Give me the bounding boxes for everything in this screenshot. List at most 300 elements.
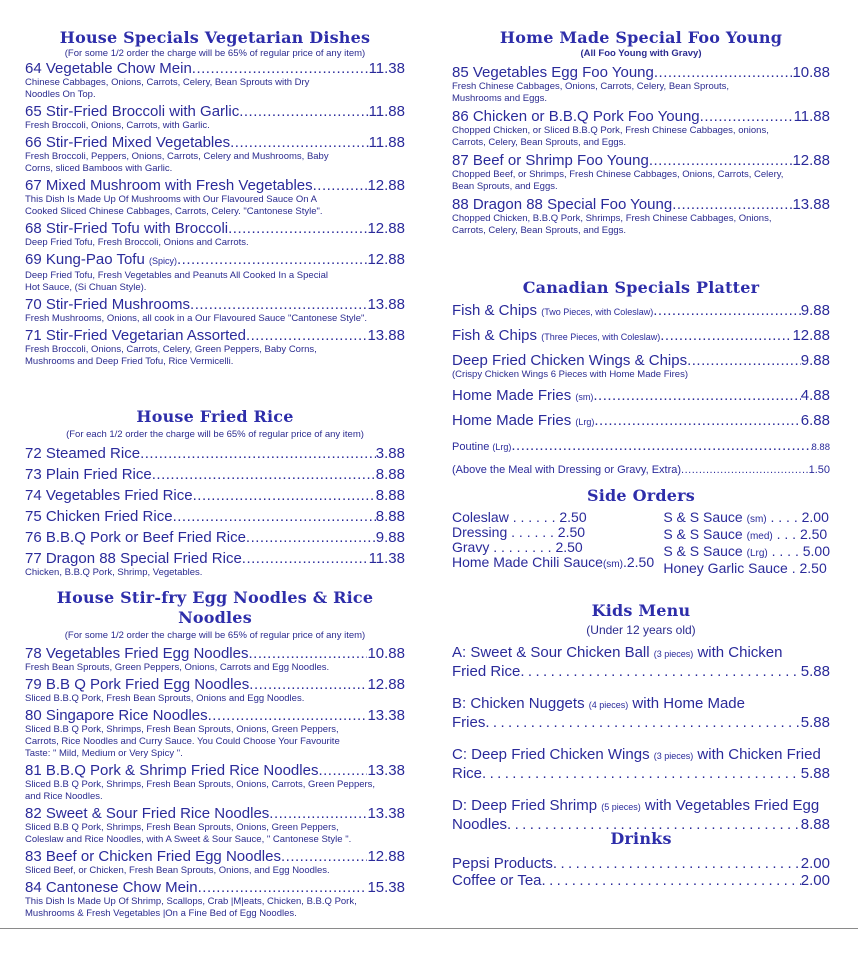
dot-leader <box>660 327 792 344</box>
item-description: Sliced Beef, or Chicken, Fresh Bean Sprouts, Onions, and Egg Noodles. <box>25 865 330 876</box>
item-description: Deep Fried Tofu, Fresh Vegetables and Peanuts All Cooked In a Special Hot Sauce, (Si Chuan Style). <box>25 270 328 293</box>
item-line <box>25 676 405 693</box>
item-name-text: Home Made Fries <box>452 412 572 429</box>
item-line <box>25 251 405 270</box>
kids-item-line1 <box>452 695 830 714</box>
dot-leader <box>649 152 793 169</box>
section-title: Kids Menu <box>591 601 691 620</box>
dot-leader <box>239 103 368 120</box>
dot-leader <box>230 134 368 151</box>
item-description: (Crispy Chicken Wings 6 Pieces with Home Made Fires) <box>452 369 688 380</box>
item-description: Sliced B.B.Q Pork, Fresh Bean Sprouts, Onions and Egg Noodles. <box>25 693 305 704</box>
item-line <box>25 508 405 525</box>
dot-leader <box>208 707 368 724</box>
dot-leader <box>242 550 369 567</box>
kids-item-name: A: Sweet & Sour Chicken Ball <box>452 644 654 661</box>
dot-leader <box>520 663 800 680</box>
item-line <box>25 466 405 483</box>
item-price: 11.38 <box>368 60 405 77</box>
item-name-text: 68 Stir-Fried Tofu with Broccoli <box>25 220 229 237</box>
item-description: Chopped Beef, or Shrimps, Fresh Chinese Cabbages, Onions, Carrots, Celery, Bean Sprouts, and Eggs. <box>452 169 784 192</box>
side-order-text: S & S Sauce <box>663 509 747 525</box>
item-name <box>452 302 653 321</box>
side-order-price: . . . . 5.00 <box>767 543 830 559</box>
menu-item <box>25 645 405 674</box>
item-name-text: 79 B.B Q Pork Fried Egg Noodles <box>25 676 250 693</box>
item-name <box>25 487 193 504</box>
dot-leader <box>653 302 801 319</box>
item-price: 12.88 <box>367 177 405 194</box>
item-name-text: 69 Kung-Pao Tofu <box>25 251 145 268</box>
side-order-size: (med) <box>746 531 773 542</box>
side-order <box>452 540 654 555</box>
item-description: Chicken, B.B.Q Pork, Shrimp, Vegetables. <box>25 567 203 578</box>
item-name-text: 84 Cantonese Chow Mein <box>25 879 198 896</box>
item-tag: (Lrg) <box>492 442 512 452</box>
dot-leader <box>228 220 367 237</box>
item-price: 8.88 <box>811 442 830 453</box>
kids-item-pieces: (5 pieces) <box>601 802 641 812</box>
item-line <box>452 64 830 81</box>
dot-leader <box>140 445 376 462</box>
item-name-text: (Above the Meal with Dressing or Gravy, Extra) <box>452 464 682 476</box>
kids-item-name: D: Deep Fried Shrimp <box>452 797 602 814</box>
menu-item <box>25 134 405 175</box>
dot-leader <box>687 352 801 369</box>
menu-item <box>452 462 830 479</box>
kids-item <box>452 797 830 833</box>
kids-item-line2 <box>452 663 830 680</box>
item-description: Fresh Broccoli, Onions, Carrots, Celery, Green Peppers, Baby Corns, Mushrooms and Deep Fried Tofu, Rice Vermicelli. <box>25 344 317 367</box>
item-tag: (Lrg) <box>575 417 595 427</box>
side-orders-section <box>452 486 830 576</box>
kids-item-price: 8.88 <box>800 816 830 833</box>
side-order-price: . . . . 2.00 <box>766 509 829 525</box>
item-description: Sliced B.B Q Pork, Shrimps, Fresh Bean Sprouts, Onions, Carrots, Green Peppers, and Rice Noodles. <box>25 779 376 802</box>
side-order <box>663 544 830 561</box>
section-title: House Fried Rice <box>136 407 294 426</box>
side-order-text: S & S Sauce <box>663 526 747 542</box>
item-description: Fresh Broccoli, Peppers, Onions, Carrots, Celery and Mushrooms, Baby Corns, sliced Bamboos with Garlic. <box>25 151 329 174</box>
fried-rice-items <box>25 445 405 579</box>
menu-item <box>452 108 830 149</box>
side-order-size: (sm) <box>602 559 623 570</box>
kids-item-pieces: (3 pieces) <box>653 751 694 761</box>
item-name <box>25 645 248 662</box>
item-description: Fresh Broccoli, Onions, Carrots, with Garlic. <box>25 120 210 131</box>
item-name-text: Fish & Chips <box>452 302 538 319</box>
item-description: Chinese Cabbages, Onions, Carrots, Celery, Bean Sprouts with Dry Noodles On Top. <box>25 77 310 100</box>
section-note: (All Foo Young with Gravy) <box>580 48 702 59</box>
item-price: 13.38 <box>367 805 405 822</box>
menu-item <box>25 508 405 525</box>
item-name <box>452 196 672 213</box>
menu-item <box>452 352 830 381</box>
dot-leader <box>482 765 801 782</box>
kids-item <box>452 644 830 680</box>
drink-item <box>452 872 830 889</box>
menu-item <box>452 412 830 431</box>
side-order-price: . . . 2.50 <box>772 526 828 542</box>
kids-item-line2 <box>452 714 830 731</box>
item-name <box>25 134 230 151</box>
kids-item-name: C: Deep Fried Chicken Wings <box>452 746 654 763</box>
item-tag: (Two Pieces, with Coleslaw) <box>541 307 654 317</box>
item-price: 12.88 <box>367 848 405 865</box>
item-line <box>25 805 405 822</box>
kids-menu-section <box>452 601 830 848</box>
kids-item-side-cont: Fried Rice <box>452 663 521 680</box>
item-name <box>452 108 700 125</box>
item-line <box>452 352 830 369</box>
item-description: Chopped Chicken, B.B.Q Pork, Shrimps, Fresh Chinese Cabbages, Onions, Carrots, Celery, Bean Sprouts, and Eggs. <box>452 213 772 236</box>
kids-item-price: 5.88 <box>800 663 830 680</box>
dot-leader <box>594 412 800 429</box>
kids-item-side: with Chicken <box>693 644 783 661</box>
item-line <box>25 550 405 567</box>
side-order-size: (Lrg) <box>746 548 768 559</box>
section-note: (For each 1/2 order the charge will be 65% of regular price of any item) <box>66 429 364 440</box>
drink-price: 2.00 <box>800 872 830 889</box>
item-price: 13.88 <box>792 196 830 213</box>
item-price: 4.88 <box>800 387 830 404</box>
section-note: (For some 1/2 order the charge will be 65% of regular price of any item) <box>64 630 366 641</box>
section-note: (For some 1/2 order the charge will be 65% of regular price of any item) <box>64 48 366 59</box>
item-name-text: 83 Beef or Chicken Fried Egg Noodles <box>25 848 281 865</box>
kids-item-line1 <box>452 746 830 765</box>
item-name-text: 66 Stir-Fried Mixed Vegetables <box>25 134 231 151</box>
item-tag: (sm) <box>575 392 594 402</box>
menu-item <box>452 196 830 237</box>
menu-item <box>25 879 405 920</box>
menu-item <box>25 177 405 218</box>
side-orders-left <box>452 510 654 576</box>
dot-leader <box>248 645 367 662</box>
item-price: 9.88 <box>800 302 830 319</box>
item-name <box>25 848 281 865</box>
item-name <box>25 251 177 270</box>
item-line <box>25 296 405 313</box>
menu-item <box>25 466 405 483</box>
item-name <box>25 762 318 779</box>
item-price: 15.38 <box>367 879 405 896</box>
dot-leader <box>542 872 801 889</box>
dot-leader <box>485 714 800 731</box>
item-name-text: 65 Stir-Fried Broccoli with Garlic <box>25 103 240 120</box>
item-line <box>452 152 830 169</box>
dot-leader <box>313 177 368 194</box>
side-order <box>663 561 830 576</box>
kids-item-side-cont: Noodles <box>452 816 508 833</box>
item-description: This Dish Is Made Up Of Mushrooms with Our Flavoured Sauce On A Cooked Sliced Chinese Cabbages, Carrots, Celery. "Cantonese Style". <box>25 194 323 217</box>
menu-item <box>452 152 830 193</box>
menu-item <box>25 550 405 579</box>
item-price: 9.88 <box>375 529 405 546</box>
section-note: (Under 12 years old) <box>586 623 696 637</box>
menu-item <box>25 251 405 294</box>
menu-item <box>452 64 830 105</box>
item-tag: (Three Pieces, with Coleslaw) <box>541 332 661 342</box>
item-name-text: 75 Chicken Fried Rice <box>25 508 173 525</box>
item-name-text: 87 Beef or Shrimp Foo Young <box>452 152 649 169</box>
item-description: Fresh Chinese Cabbages, Onions, Carrots, Celery, Bean Sprouts, Mushrooms and Eggs. <box>452 81 730 104</box>
item-name <box>25 805 269 822</box>
dot-leader <box>249 676 367 693</box>
dot-leader <box>553 855 801 872</box>
item-price: 10.88 <box>792 64 830 81</box>
item-line <box>25 762 405 779</box>
item-name-text: 71 Stir-Fried Vegetarian Assorted <box>25 327 246 344</box>
item-name-text: 82 Sweet & Sour Fried Rice Noodles <box>25 805 270 822</box>
side-order-text: Honey Garlic Sauce . 2.50 <box>663 560 827 576</box>
item-description: Sliced B.B Q Pork, Shrimps, Fresh Bean Sprouts, Onions, Green Peppers, Carrots, Rice Noodles and Curry Sauce. You Could Choose Your Favourite Taste: " Mild, Medium or Very Spicy ". <box>25 724 340 759</box>
menu-item <box>25 805 405 846</box>
side-order-text: Dressing . . . . . . 2.50 <box>452 524 586 540</box>
kids-item-pieces: (3 pieces) <box>653 649 694 659</box>
item-name <box>452 327 660 346</box>
menu-item <box>25 327 405 368</box>
item-price: 9.88 <box>800 352 830 369</box>
side-order <box>452 555 654 572</box>
side-order-size: (sm) <box>746 514 767 525</box>
dot-leader <box>177 251 367 268</box>
dot-leader <box>681 462 809 479</box>
item-line <box>452 327 830 346</box>
kids-items <box>452 644 830 833</box>
item-price: 12.88 <box>367 220 405 237</box>
kids-item-line1 <box>452 797 830 816</box>
kids-item-line2 <box>452 765 830 782</box>
item-line <box>452 462 830 479</box>
side-order-text: Coleslaw . . . . . . 2.50 <box>452 509 587 525</box>
menu-item <box>25 676 405 705</box>
menu-item <box>452 437 830 456</box>
item-line <box>25 177 405 194</box>
item-name-text: 67 Mixed Mushroom with Fresh Vegetables <box>25 177 313 194</box>
side-order-text: S & S Sauce <box>663 543 747 559</box>
item-name-text: 70 Stir-Fried Mushrooms <box>25 296 191 313</box>
kids-item-pieces: (4 pieces) <box>588 700 629 710</box>
item-line <box>452 387 830 406</box>
item-price: 12.88 <box>367 676 405 693</box>
dot-leader <box>281 848 367 865</box>
noodles-section <box>25 588 405 922</box>
item-price: 8.88 <box>375 466 405 483</box>
platter-items <box>452 302 830 479</box>
item-name <box>25 707 208 724</box>
menu-item <box>25 296 405 325</box>
item-name-text: 86 Chicken or B.B.Q Pork Foo Young <box>452 108 700 125</box>
item-price: 11.38 <box>368 550 405 567</box>
dot-leader <box>173 508 376 525</box>
drink-name: Coffee or Tea <box>452 872 542 889</box>
item-line <box>452 196 830 213</box>
item-line <box>452 302 830 321</box>
menu-item <box>25 762 405 803</box>
item-name <box>452 352 687 369</box>
drinks-section <box>452 829 830 889</box>
kids-item-line1 <box>452 644 830 663</box>
item-name-text: 77 Dragon 88 Special Fried Rice <box>25 550 242 567</box>
item-name <box>452 387 593 406</box>
item-name-text: 85 Vegetables Egg Foo Young <box>452 64 654 81</box>
dot-leader <box>511 437 811 454</box>
side-order <box>452 525 654 540</box>
item-name <box>25 60 192 77</box>
drink-item <box>452 855 830 872</box>
kids-item-price: 5.88 <box>800 714 830 731</box>
dot-leader <box>246 529 376 546</box>
section-title: Drinks <box>610 829 672 848</box>
kids-item <box>452 695 830 731</box>
dot-leader <box>318 762 367 779</box>
menu-item <box>25 707 405 760</box>
item-name-text: 76 B.B.Q Pork or Beef Fried Rice <box>25 529 246 546</box>
dot-leader <box>192 60 369 77</box>
dot-leader <box>654 64 793 81</box>
item-line <box>25 487 405 504</box>
dot-leader <box>593 387 800 404</box>
side-orders-right <box>663 510 830 576</box>
item-name-text: 88 Dragon 88 Special Foo Young <box>452 196 673 213</box>
dot-leader <box>152 466 376 483</box>
item-name <box>25 220 228 237</box>
menu-item <box>452 327 830 346</box>
item-price: 3.88 <box>375 445 405 462</box>
drinks-items <box>452 855 830 889</box>
item-tag: (Spicy) <box>149 256 178 266</box>
item-name <box>25 466 152 483</box>
side-order-price: .2.50 <box>622 554 655 570</box>
item-price: 13.38 <box>367 707 405 724</box>
item-name-text: 72 Steamed Rice <box>25 445 141 462</box>
item-line <box>25 707 405 724</box>
menu-item <box>25 529 405 546</box>
item-description: This Dish Is Made Up Of Shrimp, Scallops, Crab |M|eats, Chicken, B.B.Q Pork, Mushrooms & Fresh Vegetables |On a Fine Bed of Egg Noodles. <box>25 896 357 919</box>
item-name <box>452 152 649 169</box>
item-line <box>452 108 830 125</box>
foo-young-items <box>452 64 830 237</box>
dot-leader <box>190 296 367 313</box>
menu-item <box>25 60 405 101</box>
item-price: 12.88 <box>367 251 405 268</box>
section-title: House Stir-fry Egg Noodles & Rice Noodles <box>56 588 374 627</box>
item-name <box>25 177 313 194</box>
item-name <box>25 550 242 567</box>
menu-item <box>25 487 405 504</box>
menu-item <box>25 103 405 132</box>
item-name <box>25 879 198 896</box>
item-line <box>452 437 830 456</box>
kids-item-name: B: Chicken Nuggets <box>452 695 589 712</box>
menu-item <box>25 220 405 249</box>
drink-name: Pepsi Products <box>452 855 553 872</box>
dot-leader <box>700 108 794 125</box>
item-description: Chopped Chicken, or Sliced B.B.Q Pork, Fresh Chinese Cabbages, onions, Carrots, Celery, Bean Sprouts, and Eggs. <box>452 125 769 148</box>
item-price: 11.88 <box>368 103 405 120</box>
item-name-text: 64 Vegetable Chow Mein <box>25 60 192 77</box>
item-price: 6.88 <box>800 412 830 429</box>
item-name-text: 74 Vegetables Fried Rice <box>25 487 193 504</box>
item-name <box>25 508 173 525</box>
item-name <box>25 327 246 344</box>
kids-item-price: 5.88 <box>800 765 830 782</box>
vegetarian-section <box>25 28 405 370</box>
section-title: Home Made Special Foo Young <box>499 28 783 47</box>
item-line <box>25 134 405 151</box>
item-name <box>452 412 594 431</box>
dot-leader <box>198 879 368 896</box>
item-price: 13.88 <box>367 296 405 313</box>
item-description: Sliced B.B Q Pork, Shrimps, Fresh Bean Sprouts, Onions, Green Peppers, Coleslaw and Rice Noodles, with A Sweet & Sour Sauce, " Cantonese Style ". <box>25 822 352 845</box>
dot-leader <box>246 327 368 344</box>
item-name <box>25 103 239 120</box>
item-name-text: Deep Fried Chicken Wings & Chips <box>452 352 688 369</box>
item-name-text: 78 Vegetables Fried Egg Noodles <box>25 645 249 662</box>
vegetarian-items <box>25 60 405 368</box>
item-name <box>452 439 511 456</box>
item-line <box>25 327 405 344</box>
drink-price: 2.00 <box>800 855 830 872</box>
item-name-text: Fish & Chips <box>452 327 538 344</box>
item-line <box>25 848 405 865</box>
item-price: 8.88 <box>375 508 405 525</box>
noodle-items <box>25 645 405 920</box>
item-price: 8.88 <box>375 487 405 504</box>
item-name <box>25 676 249 693</box>
item-name <box>452 64 654 81</box>
item-price: 1.50 <box>808 464 830 476</box>
side-orders-grid <box>452 510 830 576</box>
kids-item-side-cont: Rice <box>452 765 483 782</box>
side-order <box>663 527 830 544</box>
item-line <box>25 445 405 462</box>
item-name <box>25 529 246 546</box>
item-description: Deep Fried Tofu, Fresh Broccoli, Onions and Carrots. <box>25 237 249 248</box>
kids-item-side: with Home Made <box>628 695 745 712</box>
item-name <box>25 445 140 462</box>
foo-young-section <box>452 28 830 240</box>
dot-leader <box>269 805 367 822</box>
item-line <box>452 412 830 431</box>
item-line <box>25 60 405 77</box>
item-line <box>25 879 405 896</box>
item-description: Fresh Mushrooms, Onions, all cook in a Our Flavoured Sauce "Cantonese Style". <box>25 313 368 324</box>
item-price: 11.88 <box>368 134 405 151</box>
section-title: House Specials Vegetarian Dishes <box>59 28 371 47</box>
platter-section <box>452 278 830 485</box>
item-price: 12.88 <box>792 327 830 344</box>
kids-item-side: with Chicken Fried <box>693 746 821 763</box>
side-order-text: Home Made Chili Sauce <box>452 554 603 570</box>
item-price: 10.88 <box>367 645 405 662</box>
side-order <box>452 510 654 525</box>
dot-leader <box>193 487 376 504</box>
fried-rice-section <box>25 407 405 583</box>
item-line <box>25 645 405 662</box>
item-name <box>25 296 190 313</box>
item-line <box>25 220 405 237</box>
item-name-text: Home Made Fries <box>452 387 572 404</box>
item-price: 13.38 <box>367 762 405 779</box>
menu-item <box>452 387 830 406</box>
side-order-text: Gravy . . . . . . . . 2.50 <box>452 539 583 555</box>
menu-item <box>25 848 405 877</box>
item-price: 11.88 <box>793 108 830 125</box>
item-price: 13.88 <box>367 327 405 344</box>
side-order <box>663 510 830 527</box>
kids-item-side: with Vegetables Fried Egg <box>640 797 820 814</box>
